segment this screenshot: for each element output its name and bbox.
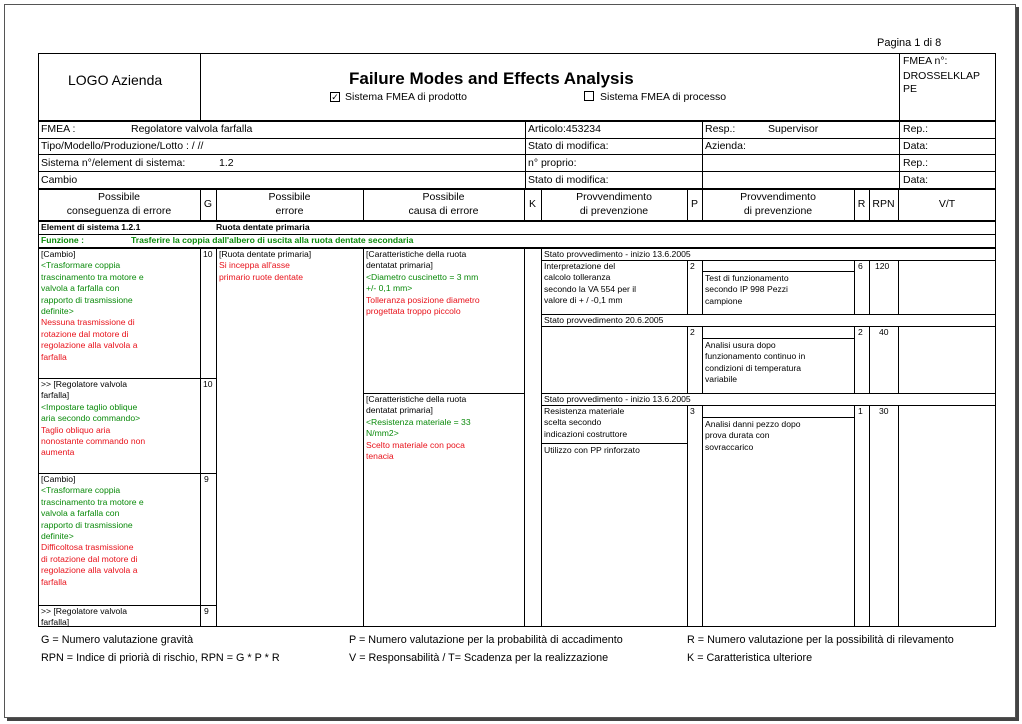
col-errore-2: errore <box>275 205 304 217</box>
text-line: indicazioni costruttore <box>544 428 628 439</box>
text-line: >> [Regolatore valvola <box>41 379 127 389</box>
consequence-1 <box>41 249 144 363</box>
col-causa-2: causa di errore <box>408 205 479 217</box>
fmea-no-value-1: DROSSELKLAP <box>903 70 981 82</box>
r-value-3: 1 <box>858 406 863 416</box>
page-title: Failure Modes and Effects Analysis <box>349 69 634 88</box>
fmea-no-label: FMEA n°: <box>903 55 948 67</box>
text-line: nonostante commando non <box>41 436 146 447</box>
consequence-4 <box>41 606 127 629</box>
p-value-2: 2 <box>690 327 695 337</box>
text-line: rapporto di trasmissione <box>41 294 133 305</box>
col-prevenzione-2: di prevenzione <box>579 205 649 217</box>
consequence-3 <box>41 474 144 588</box>
cause-2 <box>366 394 471 462</box>
rpn-value-1: 120 <box>875 261 890 271</box>
col-rilevamento-2: di prevenzione <box>743 205 813 217</box>
articolo: Articolo:453234 <box>528 123 601 135</box>
text-line: Taglio obliquo aria <box>41 424 111 435</box>
fmea-process-checkbox[interactable] <box>584 91 594 101</box>
col-k: K <box>528 198 536 210</box>
text-line: [Caratteristiche della ruota <box>366 394 467 404</box>
text-line: dentatat primaria] <box>366 405 433 416</box>
text-line: <Trasformare coppia <box>41 260 121 271</box>
status-3: Stato provvedimento - inizio 13.6.2005 <box>544 394 691 404</box>
text-line: prova durata con <box>705 430 770 441</box>
text-line: valvola a farfalla con <box>41 508 120 519</box>
text-line: Si inceppa all'asse <box>219 260 290 271</box>
text-line: progettata troppo piccolo <box>366 306 461 317</box>
r-value-1: 6 <box>858 261 863 271</box>
text-line: Test di funzionamento <box>705 273 789 283</box>
col-p: P <box>690 198 698 210</box>
text-line: <Impostare taglio oblique <box>41 401 138 412</box>
text-line: Analisi usura dopo <box>705 340 776 350</box>
text-line: Interpretazione del <box>544 261 616 271</box>
text-line: definite> <box>41 531 74 542</box>
status-1: Stato provvedimento - inizio 13.6.2005 <box>544 249 691 259</box>
col-errore-1: Possibile <box>268 191 311 203</box>
text-line: [Cambio] <box>41 249 76 259</box>
fmea-no-value-2: PE <box>903 83 918 95</box>
col-rpn: RPN <box>872 198 895 210</box>
prevention-3 <box>544 406 627 440</box>
legend-k: K = Caratteristica ulteriore <box>687 652 813 664</box>
text-line: valvola a farfalla con <box>41 283 120 294</box>
text-line: <Diametro cuscinetto = 3 mm <box>366 271 479 282</box>
col-prevenzione-1: Provvendimento <box>576 191 652 203</box>
text-line: N/mm2> <box>366 428 399 439</box>
sistema-label: Sistema n°/element di sistema: <box>41 157 186 169</box>
possible-error <box>219 249 311 283</box>
sistema-value: 1.2 <box>219 157 234 169</box>
severity-4: 9 <box>204 606 209 616</box>
r-value-2: 2 <box>858 327 863 337</box>
fmea-product-checkbox[interactable]: ✓ <box>331 92 339 102</box>
resp-value: Supervisor <box>768 123 819 135</box>
col-vt: V/T <box>938 198 956 210</box>
text-line: +/- 0,1 mm> <box>366 283 413 294</box>
text-line: rapporto di trasmissione <box>41 519 133 530</box>
legend-rpn: RPN = Indice di priorià di rischio, RPN = G * P * R <box>41 652 280 664</box>
severity-2: 10 <box>203 379 213 389</box>
text-line: calcolo tolleranza <box>544 272 611 283</box>
text-line: aumenta <box>41 447 75 458</box>
cambio-label: Cambio <box>41 174 78 186</box>
detection-3 <box>705 419 801 453</box>
cause-1 <box>366 249 480 317</box>
data-label-1: Data: <box>903 140 929 152</box>
text-line: tenacia <box>366 451 394 462</box>
rpn-value-2: 40 <box>879 327 889 337</box>
element-label: Element di sistema 1.2.1 <box>41 222 141 232</box>
col-conseguenza-1: Possibile <box>97 191 141 203</box>
text-line: Nessuna trasmissione di <box>41 317 135 328</box>
text-line: trascinamento tra motore e <box>41 271 144 282</box>
text-line: secondo la VA 554 per il <box>544 283 637 294</box>
fmea-body <box>38 248 996 627</box>
text-line: farfalla] <box>41 390 70 401</box>
text-line: definite> <box>41 306 74 317</box>
text-line: [Cambio] <box>41 474 76 484</box>
data-label-2: Data: <box>903 174 929 186</box>
text-line: regolazione alla valvola a <box>41 340 138 351</box>
legend-p: P = Numero valutazione per la probabilità di accadimento <box>349 634 623 646</box>
text-line: rotazione dal motore di <box>41 328 129 339</box>
text-line: sovraccarico <box>705 441 754 452</box>
resp-label: Resp.: <box>705 123 736 135</box>
text-line: dentatat primaria] <box>366 260 433 271</box>
text-line: farfalla <box>41 576 67 587</box>
text-line: di rotazione dal motore di <box>41 553 138 564</box>
col-g: G <box>203 198 213 210</box>
rep-label-1: Rep.: <box>903 123 929 135</box>
col-causa-1: Possibile <box>422 191 465 203</box>
rep-label-2: Rep.: <box>903 157 929 169</box>
text-line: Resistenza materiale <box>544 406 625 416</box>
element-value: Ruota dentate primaria <box>216 222 310 232</box>
col-r: R <box>857 198 866 210</box>
text-line: primario ruote dentate <box>219 271 304 282</box>
text-line: condizioni di temperatura <box>705 362 802 373</box>
text-line: regolazione alla valvola a <box>41 565 138 576</box>
text-line: scelta secondo <box>544 417 602 428</box>
p-value-3: 3 <box>690 406 695 416</box>
prevention-1 <box>544 261 636 307</box>
p-value-1: 2 <box>690 261 695 271</box>
rpn-value-3: 30 <box>879 406 889 416</box>
text-line: aria secondo commando> <box>41 413 141 424</box>
text-line: Tolleranza posizione diametro <box>366 294 480 305</box>
detection-2 <box>705 340 805 386</box>
azienda-label: Azienda: <box>705 140 746 152</box>
text-line: [Ruota dentate primaria] <box>219 249 312 259</box>
fmea-label: FMEA : <box>41 123 76 135</box>
text-line: secondo IP 998 Pezzi <box>705 284 788 295</box>
stato-modifica-1: Stato di modifica: <box>528 140 609 152</box>
legend-vt: V = Responsabilità / T= Scadenza per la realizzazione <box>349 652 609 664</box>
consequence-2 <box>41 379 145 459</box>
status-2: Stato provvedimento 20.6.2005 <box>544 315 664 325</box>
fmea-process-label: Sistema FMEA di processo <box>600 91 727 103</box>
funzione-label: Funzione : <box>41 235 84 245</box>
text-line: trascinamento tra motore e <box>41 496 144 507</box>
text-line: farfalla] <box>41 617 70 628</box>
text-line: >> [Regolatore valvola <box>41 606 127 616</box>
severity-1: 10 <box>203 249 213 259</box>
text-line: funzionamento continuo in <box>705 351 806 362</box>
legend-g: G = Numero valutazione gravità <box>41 634 194 646</box>
prevention-3-extra: Utilizzo con PP rinforzato <box>544 445 640 455</box>
detection-1 <box>705 273 789 307</box>
text-line: Analisi danni pezzo dopo <box>705 419 801 429</box>
text-line: campione <box>705 295 743 306</box>
col-rilevamento-1: Provvendimento <box>740 191 816 203</box>
text-line: [Caratteristiche della ruota <box>366 249 467 259</box>
text-line: Scelto materiale con poca <box>366 439 465 450</box>
legend-r: R = Numero valutazione per la possibilità di rilevamento <box>687 634 954 646</box>
tipo-modello: Tipo/Modello/Produzione/Lotto : / // <box>41 140 204 152</box>
text-line: Difficoltosa trasmissione <box>41 542 134 553</box>
col-conseguenza-2: conseguenza di errore <box>66 205 172 217</box>
stato-modifica-2: Stato di modifica: <box>528 174 609 186</box>
fmea-product-label: Sistema FMEA di prodotto <box>345 91 467 103</box>
text-line: variabile <box>705 374 738 385</box>
company-logo: LOGO Azienda <box>68 72 163 88</box>
text-line: <Resistenza materiale = 33 <box>366 416 471 427</box>
text-line: farfalla <box>41 351 67 362</box>
fmea-value: Regolatore valvola farfalla <box>131 123 253 135</box>
text-line: valore di + / -0,1 mm <box>544 295 623 306</box>
numero-proprio: n° proprio: <box>528 157 577 169</box>
page-number: Pagina 1 di 8 <box>877 37 942 49</box>
text-line: <Trasformare coppia <box>41 485 121 496</box>
severity-3: 9 <box>204 474 209 484</box>
funzione-value: Trasferire la coppia dall'albero di uscita alla ruota dentate secondaria <box>131 235 414 245</box>
